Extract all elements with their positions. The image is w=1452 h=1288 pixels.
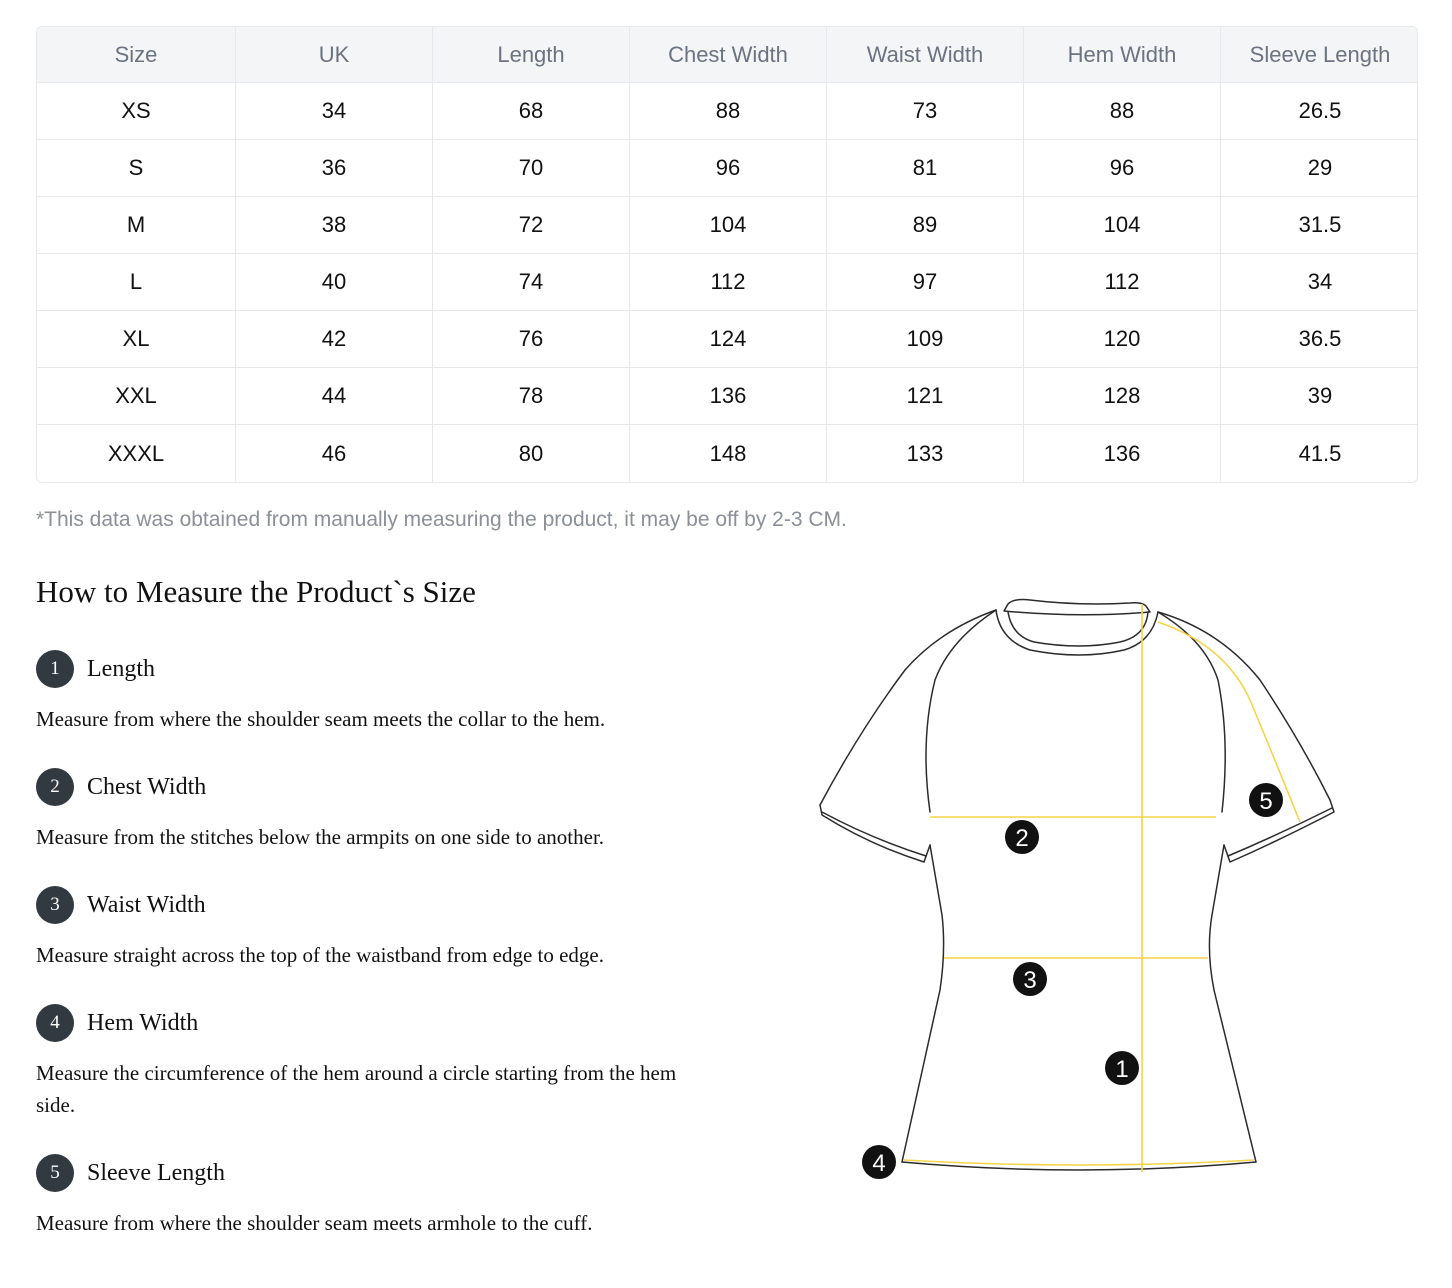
table-cell: 112: [1024, 254, 1221, 311]
table-cell: 31.5: [1221, 197, 1418, 254]
table-cell: 34: [1221, 254, 1418, 311]
step-number-badge: 1: [36, 650, 74, 688]
table-cell: 121: [827, 368, 1024, 425]
tshirt-measurement-diagram-icon: [800, 590, 1360, 1190]
table-cell: 89: [827, 197, 1024, 254]
table-cell: 112: [630, 254, 827, 311]
step-number-badge: 4: [36, 1004, 74, 1042]
step-chest-width: [36, 768, 696, 853]
step-waist-width: [36, 886, 696, 971]
step-title: Chest Width: [87, 773, 207, 800]
measurement-guide-lines: [904, 604, 1300, 1172]
table-cell: 109: [827, 311, 1024, 368]
size-label-cell: XS: [37, 83, 236, 140]
table-cell: 80: [433, 425, 630, 482]
tshirt-outline: [820, 600, 1334, 1171]
marker-waist-width: [1013, 962, 1047, 996]
guide-title: How to Measure the Product`s Size: [36, 574, 476, 609]
table-cell: 136: [630, 368, 827, 425]
size-label-cell: XXXL: [37, 425, 236, 482]
step-description: Measure from where the shoulder seam meets the collar to the hem.: [36, 707, 606, 731]
column-header: Sleeve Length: [1221, 27, 1418, 83]
diagram-markers: [862, 783, 1283, 1179]
marker-label: 4: [872, 1150, 886, 1177]
size-label-cell: M: [37, 197, 236, 254]
column-header: UK: [236, 27, 433, 83]
marker-label: 1: [1115, 1056, 1129, 1083]
column-header: Chest Width: [630, 27, 827, 83]
table-cell: 72: [433, 197, 630, 254]
step-number-badge: 5: [36, 1154, 74, 1192]
marker-length: [1105, 1051, 1139, 1085]
table-cell: 128: [1024, 368, 1221, 425]
step-title: Waist Width: [87, 891, 206, 918]
table-cell: 97: [827, 254, 1024, 311]
table-cell: 68: [433, 83, 630, 140]
size-label-cell: XXL: [37, 368, 236, 425]
marker-chest-width: [1005, 820, 1039, 854]
table-cell: 34: [236, 83, 433, 140]
marker-label: 3: [1023, 967, 1037, 994]
table-cell: 36.5: [1221, 311, 1418, 368]
table-cell: 42: [236, 311, 433, 368]
table-cell: 96: [630, 140, 827, 197]
step-sleeve-length: [36, 1154, 696, 1239]
step-title: Hem Width: [87, 1009, 199, 1036]
step-number-badge: 3: [36, 886, 74, 924]
table-cell: 26.5: [1221, 83, 1418, 140]
table-cell: 81: [827, 140, 1024, 197]
table-cell: 78: [433, 368, 630, 425]
step-description: Measure straight across the top of the waistband from edge to edge.: [36, 943, 604, 967]
column-header: Hem Width: [1024, 27, 1221, 83]
table-cell: 133: [827, 425, 1024, 482]
table-cell: 36: [236, 140, 433, 197]
step-number-badge: 2: [36, 768, 74, 806]
table-cell: 38: [236, 197, 433, 254]
table-cell: 104: [1024, 197, 1221, 254]
table-cell: 124: [630, 311, 827, 368]
table-cell: 41.5: [1298, 440, 1342, 466]
table-cell: 73: [827, 83, 1024, 140]
table-cell: 148: [630, 425, 827, 482]
step-hem-width: [36, 1004, 696, 1121]
column-header: Size: [37, 27, 236, 83]
step-title: Sleeve Length: [87, 1159, 225, 1186]
size-label-cell: XL: [37, 311, 236, 368]
size-label-cell: S: [37, 140, 236, 197]
table-cell: 120: [1024, 311, 1221, 368]
marker-hem-width: [862, 1145, 896, 1179]
table-cell: 104: [630, 197, 827, 254]
table-cell: 44: [236, 368, 433, 425]
marker-label: 5: [1259, 788, 1273, 815]
step-description: Measure from where the shoulder seam meets armhole to the cuff.: [36, 1211, 593, 1235]
table-cell: 74: [433, 254, 630, 311]
table-cell: 70: [433, 140, 630, 197]
marker-sleeve-length: [1249, 783, 1283, 817]
column-header: Length: [433, 27, 630, 83]
table-cell: 46: [236, 425, 433, 482]
table-cell: 88: [630, 83, 827, 140]
step-length: [36, 650, 696, 735]
measurement-note: *This data was obtained from manually measuring the product, it may be off by 2-3 CM.: [36, 508, 847, 531]
table-cell: 76: [433, 311, 630, 368]
hem-guide-line: [904, 1160, 1254, 1165]
table-cell: 96: [1024, 140, 1221, 197]
table-cell: 136: [1024, 425, 1221, 482]
table-cell: 88: [1024, 83, 1221, 140]
table-cell: 39: [1221, 368, 1418, 425]
size-label-cell: L: [37, 254, 236, 311]
step-description: Measure the circumference of the hem around a circle starting from the hem side.: [36, 1061, 677, 1117]
size-table: [36, 26, 1418, 483]
step-title: Length: [87, 655, 155, 682]
column-header: Waist Width: [827, 27, 1024, 83]
table-cell: 40: [236, 254, 433, 311]
size-table-grid: [37, 27, 1417, 482]
step-description: Measure from the stitches below the armpits on one side to another.: [36, 825, 605, 849]
table-cell: 29: [1221, 140, 1418, 197]
marker-label: 2: [1015, 825, 1029, 852]
